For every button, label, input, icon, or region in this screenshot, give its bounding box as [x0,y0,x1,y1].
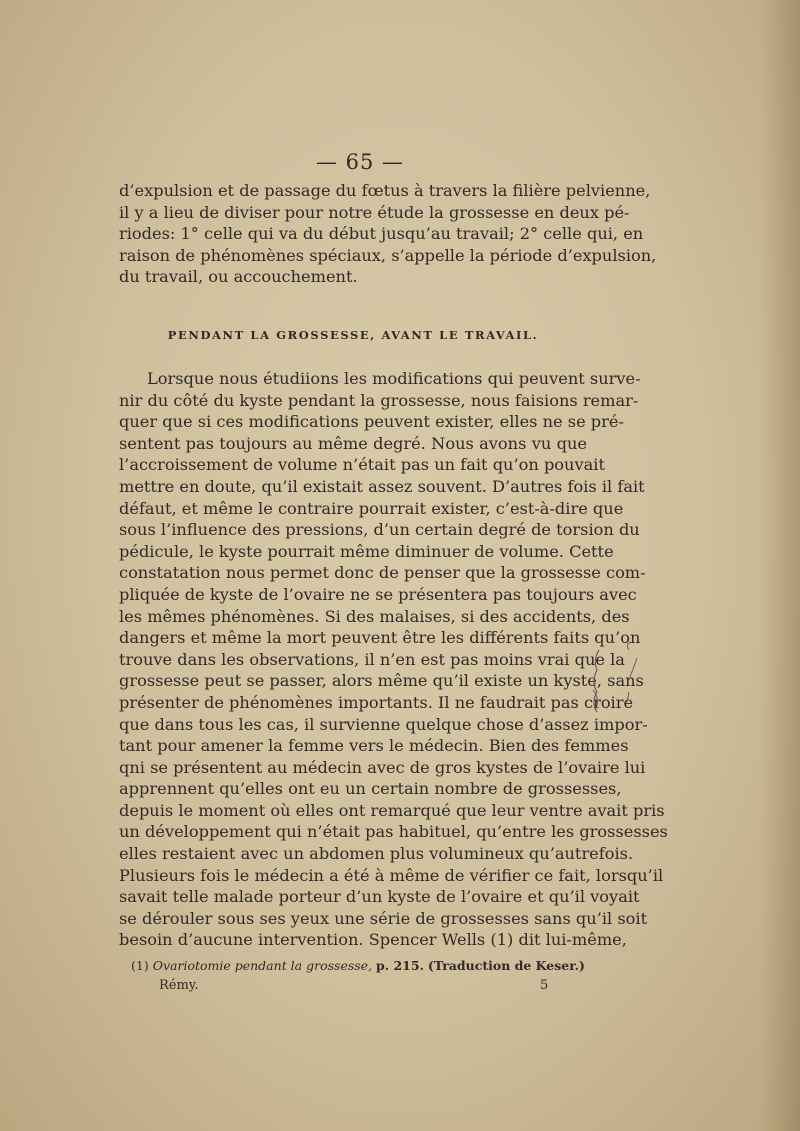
section-heading: PENDANT LA GROSSESSE, AVANT LE TRAVAIL. [167,328,539,342]
text-line: d’expulsion et de passage du fœtus à travers la filière pelvienne, [119,181,651,200]
text-line: l’accroissement de volume n’était pas un fait qu’on pouvait [119,455,605,475]
text-line: trouve dans les observations, il n’en est pas moins vrai que la [119,649,625,669]
text-line: défaut, et même le contraire pourrait exister, c’est-à-dire que [119,498,624,518]
text-line: Lorsque nous étudiions les modifications qui peuvent surve- [147,369,641,388]
text-line: besoin d’aucune intervention. Spencer Wells (1) dit lui-même, [119,930,627,950]
text-line: pliquée de kyste de l’ovaire ne se présentera pas toujours avec [119,584,637,604]
footnote-title: Ovariotomie pendant la grossesse, [152,958,373,973]
footnote-marker: (1) [131,958,149,973]
signature-number: 5 [540,978,549,993]
text-line: qni se présentent au médecin avec de gros kystes de l’ovaire lui [119,757,646,777]
text-line: sentent pas toujours au même degré. Nous avons vu que [119,433,587,453]
text-line: constatation nous permet donc de penser que la grossesse com- [119,563,646,583]
text-line: Plusieurs fois le médecin a été à même de vérifier ce fait, lorsqu’il [119,865,664,885]
text-line: riodes: 1° celle qui va du début jusqu’au travail; 2° celle qui, en [119,224,644,244]
text-line: mettre en doute, qu’il existait assez souvent. D’autres fois il fait [119,476,645,496]
text-line: un développement qui n’était pas habituel, qu’entre les grossesses [119,822,668,842]
signature-mark: Rémy. [159,978,199,993]
text-line: nir du côté du kyste pendant la grossesse, nous faisions remar- [119,390,639,410]
text-line: quer que si ces modifications peuvent exister, elles ne se pré- [119,412,624,432]
text-line: grossesse peut se passer, alors même qu’il existe un kyste, sans [119,671,644,691]
text-line: raison de phénomènes spéciaux, s’appelle la période d’expulsion, [119,245,657,265]
handwritten-margin-marks [585,630,655,740]
paragraph-1 [119,180,657,288]
text-line: se dérouler sous ses yeux une série de grossesses sans qu’il soit [119,908,648,928]
footnote [131,958,585,973]
text-line: sous l’influence des pressions, d’un certain degré de torsion du [119,520,640,540]
page-edge-shadow [760,0,800,1131]
text-line: présenter de phénomènes importants. Il ne faudrait pas croire [119,692,634,712]
text-line: elles restaient avec un abdomen plus volumineux qu’autrefois. [119,844,634,864]
text-line: pédicule, le kyste pourrait même diminuer de volume. Cette [119,541,614,561]
text-line: que dans tous les cas, il survienne quelque chose d’assez impor- [119,714,648,734]
footnote-note: (Traduction de Keser.) [427,958,585,973]
text-line: il y a lieu de diviser pour notre étude la grossesse en deux pé- [119,202,630,222]
page-number: — 65 — [315,150,405,174]
text-line: apprennent qu’elles ont eu un certain nombre de grossesses, [119,779,622,799]
text-line: tant pour amener la femme vers le médecin. Bien des femmes [119,736,629,756]
text-line: savait telle malade porteur d’un kyste de l’ovaire et qu’il voyait [119,887,640,907]
text-line: du travail, ou accouchement. [119,267,358,287]
text-line: les mêmes phénomènes. Si des malaises, si des accidents, des [119,606,630,626]
text-line: dangers et même la mort peuvent être les différents faits qu’on [119,628,641,648]
paragraph-2 [119,368,668,951]
text-line: depuis le moment où elles ont remarqué que leur ventre avait pris [119,800,665,820]
footnote-page-ref: p. 215. [376,958,424,973]
